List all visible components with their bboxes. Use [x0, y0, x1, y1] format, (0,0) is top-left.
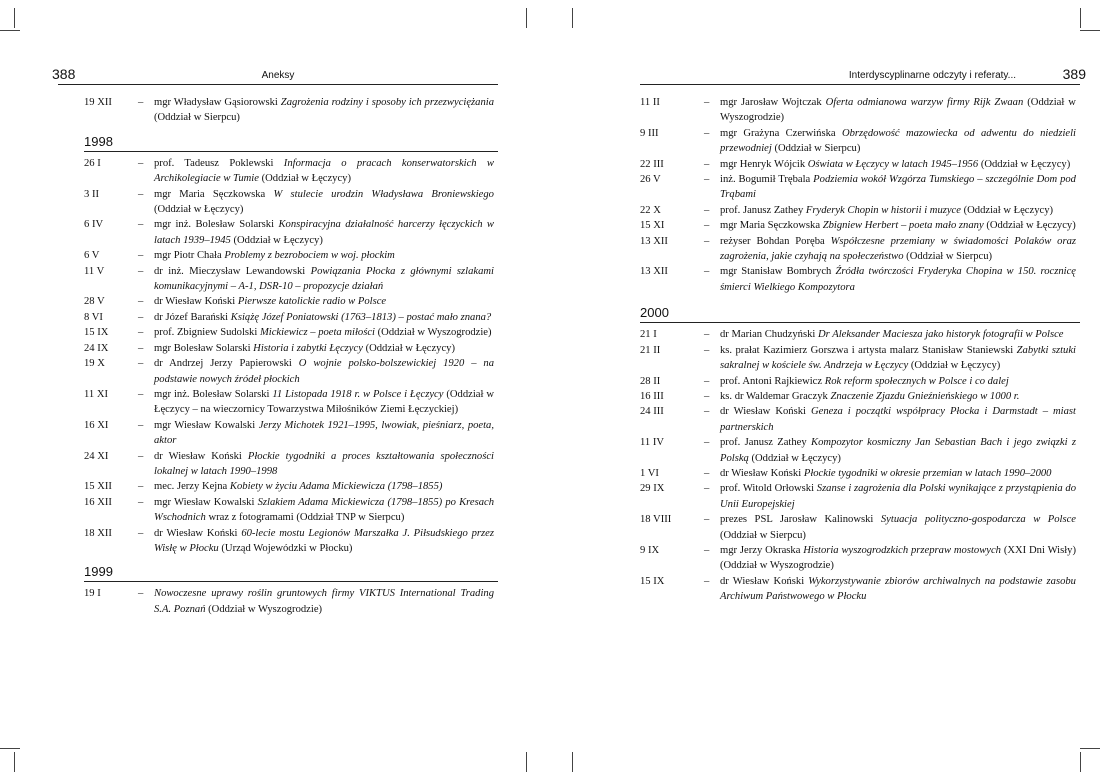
entry-text [154, 387, 498, 418]
entry-dash: – [138, 588, 144, 600]
entry-text [154, 586, 498, 617]
entry-text [720, 512, 1080, 543]
crop-mark [14, 8, 15, 28]
entry-speaker: dr Józef Barański [154, 311, 229, 323]
entry-dash: – [138, 188, 144, 200]
crop-mark [526, 752, 527, 772]
entry-note: (Oddział w Łęczycy) [365, 342, 455, 354]
entry-speaker: mgr Stanisław Bombrych [720, 266, 832, 278]
lecture-entry [58, 294, 498, 309]
entry-text [720, 234, 1080, 265]
entry-note: (Oddział w Łęczycy) [154, 204, 244, 216]
entry-speaker: prof. Zbigniew Sudolski [154, 327, 258, 339]
entry-text [154, 310, 498, 325]
entry-text [154, 479, 498, 494]
entry-date: 15 IX [640, 575, 665, 587]
entry-dash: – [138, 527, 144, 539]
entry-title: Powiązania Płocka z głównymi szlakami komunikacyjnymi – A-1, DSR-10 – propozycje działań [154, 265, 494, 293]
entry-speaker: mgr Grażyna Czerwińska [720, 127, 836, 139]
lecture-entry [640, 543, 1080, 574]
entry-date: 16 III [640, 390, 664, 402]
lecture-entry [58, 387, 498, 418]
entry-note: (Oddział w Łęczycy) [910, 360, 1001, 372]
entry-note: (Oddział w Wyszogrodzie) [377, 327, 492, 339]
lecture-entry [640, 512, 1080, 543]
lecture-entry [58, 586, 498, 617]
lecture-entry [58, 187, 498, 218]
lecture-entry [58, 418, 498, 449]
crop-mark [1080, 748, 1100, 749]
entry-text [154, 341, 498, 356]
entry-title: 11 Listopada 1918 r. w Polsce i Łęczycy [272, 388, 444, 400]
entry-speaker: reżyser Bohdan Poręba [720, 235, 825, 247]
entry-title: Płockie tygodniki w okresie przemian w latach 1990–2000 [803, 467, 1052, 479]
entry-text [720, 343, 1080, 374]
lecture-entry [640, 435, 1080, 466]
entry-text [720, 126, 1080, 157]
entry-title: Informacja o pracach konserwatorskich w Archikolegiacie w Tumie [154, 157, 494, 185]
entry-note: (Oddział w Sierpcu) [154, 112, 240, 124]
lecture-entry [640, 126, 1080, 157]
entry-text [154, 217, 498, 248]
entry-title: Oświata w Łęczycy w latach 1945–1956 [807, 158, 979, 170]
entry-title: Problemy z bezrobociem w woj. płockim [224, 250, 395, 262]
entry-note: (Oddział w Łęczycy) [980, 158, 1071, 170]
lecture-entry [58, 479, 498, 494]
entry-date: 26 V [640, 174, 661, 186]
entry-date: 28 II [640, 375, 661, 387]
entry-date: 22 III [640, 158, 664, 170]
entry-dash: – [704, 127, 710, 139]
entry-speaker: ks. prałat Kazimierz Gorszwa i artysta malarz Stanisław Staniewski [720, 344, 1014, 356]
lecture-entry [640, 343, 1080, 374]
entry-dash: – [704, 406, 710, 418]
entry-speaker: dr Wiesław Koński [154, 296, 236, 308]
entry-note: (Oddział w Sierpcu) [774, 143, 861, 155]
entry-date: 9 III [640, 127, 659, 139]
entry-speaker: prof. Janusz Zathey [720, 437, 807, 449]
entry-text [720, 374, 1080, 389]
entry-speaker: ks. dr Waldemar Graczyk [720, 390, 828, 402]
entry-text [154, 449, 498, 480]
lecture-entry [640, 404, 1080, 435]
lecture-entry [58, 449, 498, 480]
entry-title: Fryderyk Chopin w historii i muzyce [805, 204, 961, 216]
entry-text [720, 543, 1080, 574]
entry-note: (Oddział w Łęczycy – na wieczornicy Towarzystwa Miłośników Ziemi Łęczyckiej) [154, 388, 494, 416]
entry-speaker: prof. Janusz Zathey [720, 204, 804, 216]
entry-note: (Oddział w Wyszogrodzie) [720, 97, 1076, 124]
entry-date: 15 XII [84, 481, 112, 493]
lecture-entry [58, 325, 498, 340]
entry-speaker: mgr Jerzy Okraska [720, 544, 801, 556]
running-title: Interdyscyplinarne odczyty i referaty... [848, 70, 1016, 81]
lecture-entry [58, 341, 498, 356]
crop-mark [1080, 752, 1081, 772]
entry-title: Oferta odmianowa warzyw firmy Rijk Zwaan [825, 97, 1024, 108]
entry-date: 11 V [84, 265, 105, 277]
entry-title: Szlakiem Adama Mickiewicza (1798–1855) po Kresach Wschodnich [154, 496, 494, 524]
entry-speaker: prezes PSL Jarosław Kalinowski [720, 514, 874, 526]
entry-dash: – [704, 266, 710, 278]
entry-date: 19 X [84, 358, 105, 370]
page-number: 389 [1062, 66, 1086, 82]
entry-dash: – [704, 483, 710, 495]
entry-speaker: mgr Maria Sęczkowska [154, 188, 266, 200]
entry-date: 24 IX [84, 342, 109, 354]
entry-note: wraz z fotogramami (Oddział TNP w Sierpcu) [208, 512, 405, 524]
lecture-list [640, 85, 1080, 605]
entry-text [154, 356, 498, 387]
entry-date: 11 XI [84, 388, 109, 400]
entry-title: Zabytki sztuki sakralnej w kościele św. Andrzeja w Łęczycy [720, 344, 1076, 372]
right-page [640, 66, 1086, 605]
entry-dash: – [138, 342, 144, 354]
entry-text [154, 248, 498, 263]
lecture-entry [58, 248, 498, 263]
lecture-entry [640, 481, 1080, 512]
entry-date: 6 IV [84, 219, 104, 231]
entry-date: 8 VI [84, 311, 103, 323]
entry-date: 16 XI [84, 419, 109, 431]
entry-dash: – [138, 358, 144, 370]
lecture-entry [640, 374, 1080, 389]
page-header [640, 66, 1086, 85]
left-page [52, 66, 498, 617]
entry-text [720, 327, 1080, 342]
page-header [52, 66, 498, 85]
entry-title: Historia i zabytki Łęczycy [253, 342, 363, 354]
entry-date: 19 I [84, 588, 101, 600]
lecture-entry [640, 234, 1080, 265]
entry-dash: – [138, 265, 144, 277]
entry-speaker: dr Wiesław Koński [154, 527, 238, 539]
entry-text [720, 574, 1080, 605]
entry-date: 28 V [84, 296, 105, 308]
entry-text [154, 187, 498, 218]
crop-mark [1080, 8, 1081, 28]
entry-date: 26 I [84, 157, 101, 169]
entry-speaker: mgr inż. Bolesław Solarski [154, 388, 270, 400]
entry-dash: – [704, 575, 710, 587]
entry-note: (Oddział w Łęczycy) [986, 220, 1076, 232]
entry-note: (Oddział w Łęczycy) [233, 234, 323, 246]
entry-dash: – [704, 544, 710, 556]
entry-text [154, 418, 498, 449]
entry-speaker: dr Marian Chudzyński [720, 329, 816, 341]
entry-dash: – [138, 388, 144, 400]
entry-date: 13 XII [640, 266, 668, 278]
lecture-entry [640, 172, 1080, 203]
lecture-list [58, 85, 498, 617]
entry-date: 16 XII [84, 496, 112, 508]
entry-date: 9 IX [640, 544, 660, 556]
entry-dash: – [704, 344, 710, 356]
entry-dash: – [704, 97, 710, 108]
entry-title: Podziemia wokół Wzgórza Tumskiego – szczególnie Dom pod Trąbami [720, 174, 1076, 201]
entry-title: Rok reform społecznych w Polsce i co dalej [824, 375, 1009, 387]
entry-speaker: mec. Jerzy Kejna [154, 481, 228, 493]
entry-text [154, 264, 498, 295]
entry-title: Wykorzystywanie zbiorów archiwalnych na podstawie zasobu Archiwum Państwowego w Płocku [720, 575, 1076, 603]
entry-speaker: mgr Henryk Wójcik [720, 158, 806, 170]
entry-speaker: dr Wiesław Koński [154, 450, 242, 462]
crop-mark [572, 752, 573, 772]
entry-date: 1 VI [640, 467, 659, 479]
lecture-entry [640, 327, 1080, 342]
entry-speaker: dr Wiesław Koński [720, 406, 806, 418]
entry-dash: – [138, 157, 144, 169]
lecture-entry [640, 389, 1080, 404]
entry-dash: – [138, 327, 144, 339]
entry-dash: – [704, 375, 710, 387]
entry-date: 24 III [640, 406, 664, 418]
year-heading: 1999 [84, 564, 498, 582]
entry-dash: – [138, 296, 144, 308]
lecture-entry [640, 574, 1080, 605]
entry-date: 18 XII [84, 527, 112, 539]
entry-speaker: dr Wiesław Koński [720, 467, 802, 479]
lecture-entry [640, 203, 1080, 218]
lecture-entry [640, 264, 1080, 295]
entry-dash: – [704, 204, 710, 216]
entry-speaker: mgr Bolesław Solarski [154, 342, 251, 354]
entry-note: (Oddział w Łęczycy) [963, 204, 1054, 216]
entry-date: 22 X [640, 204, 661, 216]
entry-note: (Oddział w Łęczycy) [751, 452, 841, 464]
entry-text [720, 481, 1080, 512]
entry-title: Zagrożenia rodziny i sposoby ich przezwyciężania [280, 97, 494, 108]
entry-speaker: mgr Maria Sęczkowska [720, 220, 821, 232]
entry-speaker: mgr Piotr Chała [154, 250, 222, 262]
entry-title: Nowoczesne uprawy roślin gruntowych firmy VIKTUS International Trading S.A. Poznań [154, 588, 494, 615]
entry-date: 3 II [84, 188, 100, 200]
lecture-entry [640, 95, 1080, 126]
entry-text [720, 389, 1080, 404]
entry-note: (Oddział w Sierpcu) [906, 251, 993, 263]
entry-date: 24 XI [84, 450, 109, 462]
entry-title: Kompozytor kosmiczny Jan Sebastian Bach i jego związki z Polską [720, 437, 1076, 464]
crop-mark [14, 752, 15, 772]
entry-date: 21 II [640, 344, 661, 356]
entry-speaker: inż. Bogumił Trębala [720, 174, 811, 186]
crop-mark [526, 8, 527, 28]
entry-dash: – [704, 235, 710, 247]
entry-date: 21 I [640, 329, 657, 341]
entry-title: Współczesne przemiany w świadomości Polaków oraz zagrożenia, jakie czyhają na społeczeństwo [720, 235, 1076, 263]
entry-speaker: mgr Jarosław Wojtczak [720, 97, 822, 108]
entry-text [720, 203, 1080, 218]
entry-title: Szanse i zagrożenia dla Polski wynikające z przystąpienia do Unii Europejskiej [720, 483, 1077, 510]
entry-speaker: dr Andrzej Jerzy Papierowski [154, 358, 292, 370]
entry-dash: – [138, 219, 144, 231]
entry-text [154, 95, 498, 126]
lecture-entry [58, 526, 498, 557]
entry-dash: – [704, 514, 710, 526]
entry-dash: – [138, 97, 144, 108]
entry-title: Mickiewicz – poeta miłości [259, 327, 375, 339]
entry-date: 11 II [640, 97, 660, 108]
lecture-entry [58, 95, 498, 126]
entry-speaker: mgr Wiesław Kowalski [154, 496, 255, 508]
entry-text [154, 495, 498, 526]
entry-title: Zbigniew Herbert – poeta mało znany [822, 220, 984, 232]
lecture-entry [640, 466, 1080, 481]
crop-mark [1080, 30, 1100, 31]
entry-date: 11 IV [640, 437, 665, 449]
entry-date: 15 XI [640, 220, 665, 232]
entry-dash: – [138, 311, 144, 323]
lecture-entry [640, 157, 1080, 172]
entry-text [720, 264, 1080, 295]
entry-date: 6 V [84, 250, 100, 262]
entry-title: Konspiracyjna działalność harcerzy łęczyckich w latach 1939–1945 [154, 219, 494, 246]
lecture-entry [58, 264, 498, 295]
entry-title: Jerzy Michotek 1921–1995, lwowiak, pieśniarz, poeta, aktor [154, 419, 495, 447]
entry-title: Dr Aleksander Maciesza jako historyk fotografii w Polsce [818, 329, 1064, 341]
page-number: 388 [52, 66, 76, 82]
entry-title: Geneza i początki współpracy Płocka i Darmstadt – miast partnerskich [720, 406, 1076, 433]
entry-text [720, 466, 1080, 481]
entry-dash: – [138, 450, 144, 462]
entry-dash: – [704, 467, 710, 479]
running-title: Aneksy [261, 70, 295, 81]
entry-dash: – [138, 419, 144, 431]
entry-speaker: dr Wiesław Koński [720, 575, 805, 587]
entry-text [154, 294, 498, 309]
entry-note: (Oddział w Wyszogrodzie) [208, 603, 323, 615]
entry-title: Znaczenie Zjazdu Gnieźnieńskiego w 1000 r. [830, 390, 1020, 402]
entry-title: Książę Józef Poniatowski (1763–1813) – postać mało znana? [230, 311, 492, 323]
entry-speaker: prof. Antoni Rajkiewicz [720, 375, 823, 387]
lecture-entry [58, 217, 498, 248]
entry-speaker: mgr inż. Bolesław Solarski [154, 219, 275, 231]
entry-note: (Urząd Wojewódzki w Płocku) [221, 542, 353, 554]
entry-text [720, 172, 1080, 203]
entry-dash: – [704, 390, 710, 402]
entry-speaker: mgr Wiesław Kowalski [154, 419, 256, 431]
lecture-entry [58, 356, 498, 387]
entry-text [720, 435, 1080, 466]
entry-date: 13 XII [640, 235, 668, 247]
lecture-entry [58, 495, 498, 526]
entry-date: 29 IX [640, 483, 665, 495]
entry-speaker: prof. Tadeusz Poklewski [154, 157, 274, 169]
entry-text [720, 404, 1080, 435]
entry-text [154, 156, 498, 187]
year-heading: 2000 [640, 305, 1080, 323]
entry-date: 18 VIII [640, 514, 672, 526]
entry-title: Płockie tygodniki a proces kształtowania społeczności lokalnej w latach 1990–1998 [154, 450, 494, 477]
entry-title: 60-lecie mostu Legionów Marszałka J. Piłsudskiego przez Wisłę w Płocku [154, 527, 494, 554]
entry-title: Historia wyszogrodzkich przepraw mostowych [803, 544, 1001, 556]
entry-text [720, 95, 1080, 126]
entry-text [154, 325, 498, 340]
entry-dash: – [704, 437, 710, 449]
entry-dash: – [138, 496, 144, 508]
lecture-entry [640, 218, 1080, 233]
entry-dash: – [138, 481, 144, 493]
entry-speaker: dr inż. Mieczysław Lewandowski [154, 265, 306, 277]
entry-speaker: prof. Witold Orłowski [720, 483, 815, 495]
crop-mark [0, 30, 20, 31]
entry-note: (Oddział w Sierpcu) [720, 529, 806, 541]
entry-text [154, 526, 498, 557]
entry-title: Źródła twórczości Fryderyka Chopina w 150. rocznicę śmierci Wielkiego Kompozytora [720, 266, 1076, 293]
entry-note: (XXI Dni Wisły) (Oddział w Wyszogrodzie) [720, 544, 1076, 572]
entry-title: Obrzędowość mazowiecka od adwentu do niedzieli przewodniej [720, 127, 1076, 155]
entry-dash: – [704, 174, 710, 186]
entry-date: 15 IX [84, 327, 109, 339]
year-heading: 1998 [84, 134, 498, 152]
entry-title: Pierwsze katolickie radio w Polsce [237, 296, 387, 308]
entry-dash: – [704, 158, 710, 170]
lecture-entry [58, 310, 498, 325]
entry-title: Kobiety w życiu Adama Mickiewicza (1798–1855) [229, 481, 443, 493]
entry-text [720, 218, 1080, 233]
entry-dash: – [704, 220, 710, 232]
entry-note: (Oddział w Łęczycy) [261, 173, 352, 185]
lecture-entry [58, 156, 498, 187]
crop-mark [0, 748, 20, 749]
entry-text [720, 157, 1080, 172]
entry-date: 19 XII [84, 97, 112, 108]
entry-title: O wojnie polsko-bolszewickiej 1920 – na podstawie nowych źródeł płockich [154, 358, 494, 385]
crop-mark [572, 8, 573, 28]
entry-title: Sytuacja polityczno-gospodarcza w Polsce [880, 514, 1077, 526]
entry-speaker: mgr Władysław Gąsiorowski [154, 97, 278, 108]
entry-dash: – [138, 250, 144, 262]
entry-dash: – [704, 329, 710, 341]
entry-title: W stulecie urodzin Władysława Broniewskiego [273, 188, 494, 200]
